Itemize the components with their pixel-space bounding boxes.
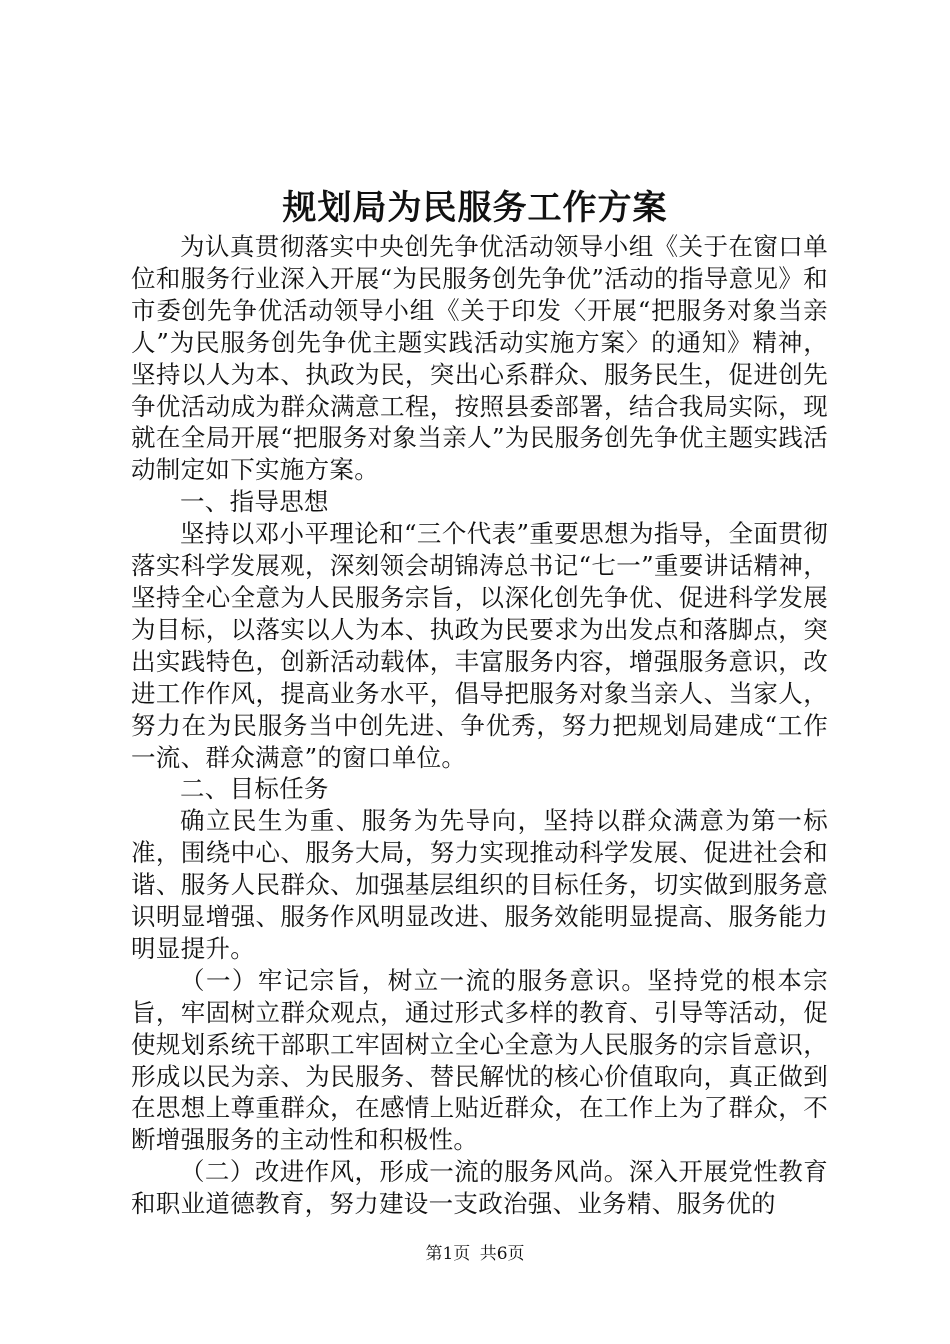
- section-heading-goals: 二、目标任务: [180, 774, 329, 804]
- paragraph-guiding-ideology: 坚持以邓小平理论和“三个代表”重要思想为指导，全面贯彻落实科学发展观，深刻领会胡锦涛总书记“七一”重要讲话精神，坚持全心全意为人民服务宗旨，以深化创先争优、促进科学发展为目标，以落实以人为本、执政为民要求为出发点和落脚点，突出实践特色，创新活动载体，丰富服务内容，增强服务意识，改进工作作风，提高业务水平，倡导把服务对象当亲人、当家人，努力在为民服务当中创先进、争优秀，努力把规划局建成“工作一流、群众满意”的窗口单位。: [131, 519, 828, 772]
- document-title: 规划局为民服务工作方案: [282, 188, 668, 228]
- paragraph-item-1: （一）牢记宗旨，树立一流的服务意识。坚持党的根本宗旨，牢固树立群众观点，通过形式多样的教育、引导等活动，促使规划系统干部职工牢固树立全心全意为人民服务的宗旨意识，形成以民为亲、为民服务、替民解忧的核心价值取向，真正做到在思想上尊重群众，在感情上贴近群众，在工作上为了群众，不断增强服务的主动性和积极性。: [131, 965, 828, 1155]
- page-number: 第1页: [425, 1244, 471, 1264]
- document-body: [131, 231, 828, 1220]
- page-footer: [0, 1242, 950, 1266]
- paragraph-goals: 确立民生为重、服务为先导向，坚持以群众满意为第一标准，围绕中心、服务大局，努力实现推动科学发展、促进社会和谐、服务人民群众、加强基层组织的目标任务，切实做到服务意识明显增强、服务作风明显改进、服务效能明显提高、服务能力明显提升。: [131, 806, 828, 963]
- paragraph-intro: 为认真贯彻落实中央创先争优活动领导小组《关于在窗口单位和服务行业深入开展“为民服务创先争优”活动的指导意见》和市委创先争优活动领导小组《关于印发〈开展“把服务对象当亲人”为民服务创先争优主题实践活动实施方案〉的通知》精神，坚持以人为本、执政为民，突出心系群众、服务民生，促进创先争优活动成为群众满意工程，按照县委部署，结合我局实际，现就在全局开展“把服务对象当亲人”为民服务创先争优主题实践活动制定如下实施方案。: [131, 232, 828, 485]
- section-heading-guiding-ideology: 一、指导思想: [180, 487, 329, 517]
- page-total: 共6页: [479, 1244, 525, 1264]
- paragraph-item-2: （二）改进作风，形成一流的服务风尚。深入开展党性教育和职业道德教育，努力建设一支政治强、业务精、服务优的: [131, 1157, 828, 1219]
